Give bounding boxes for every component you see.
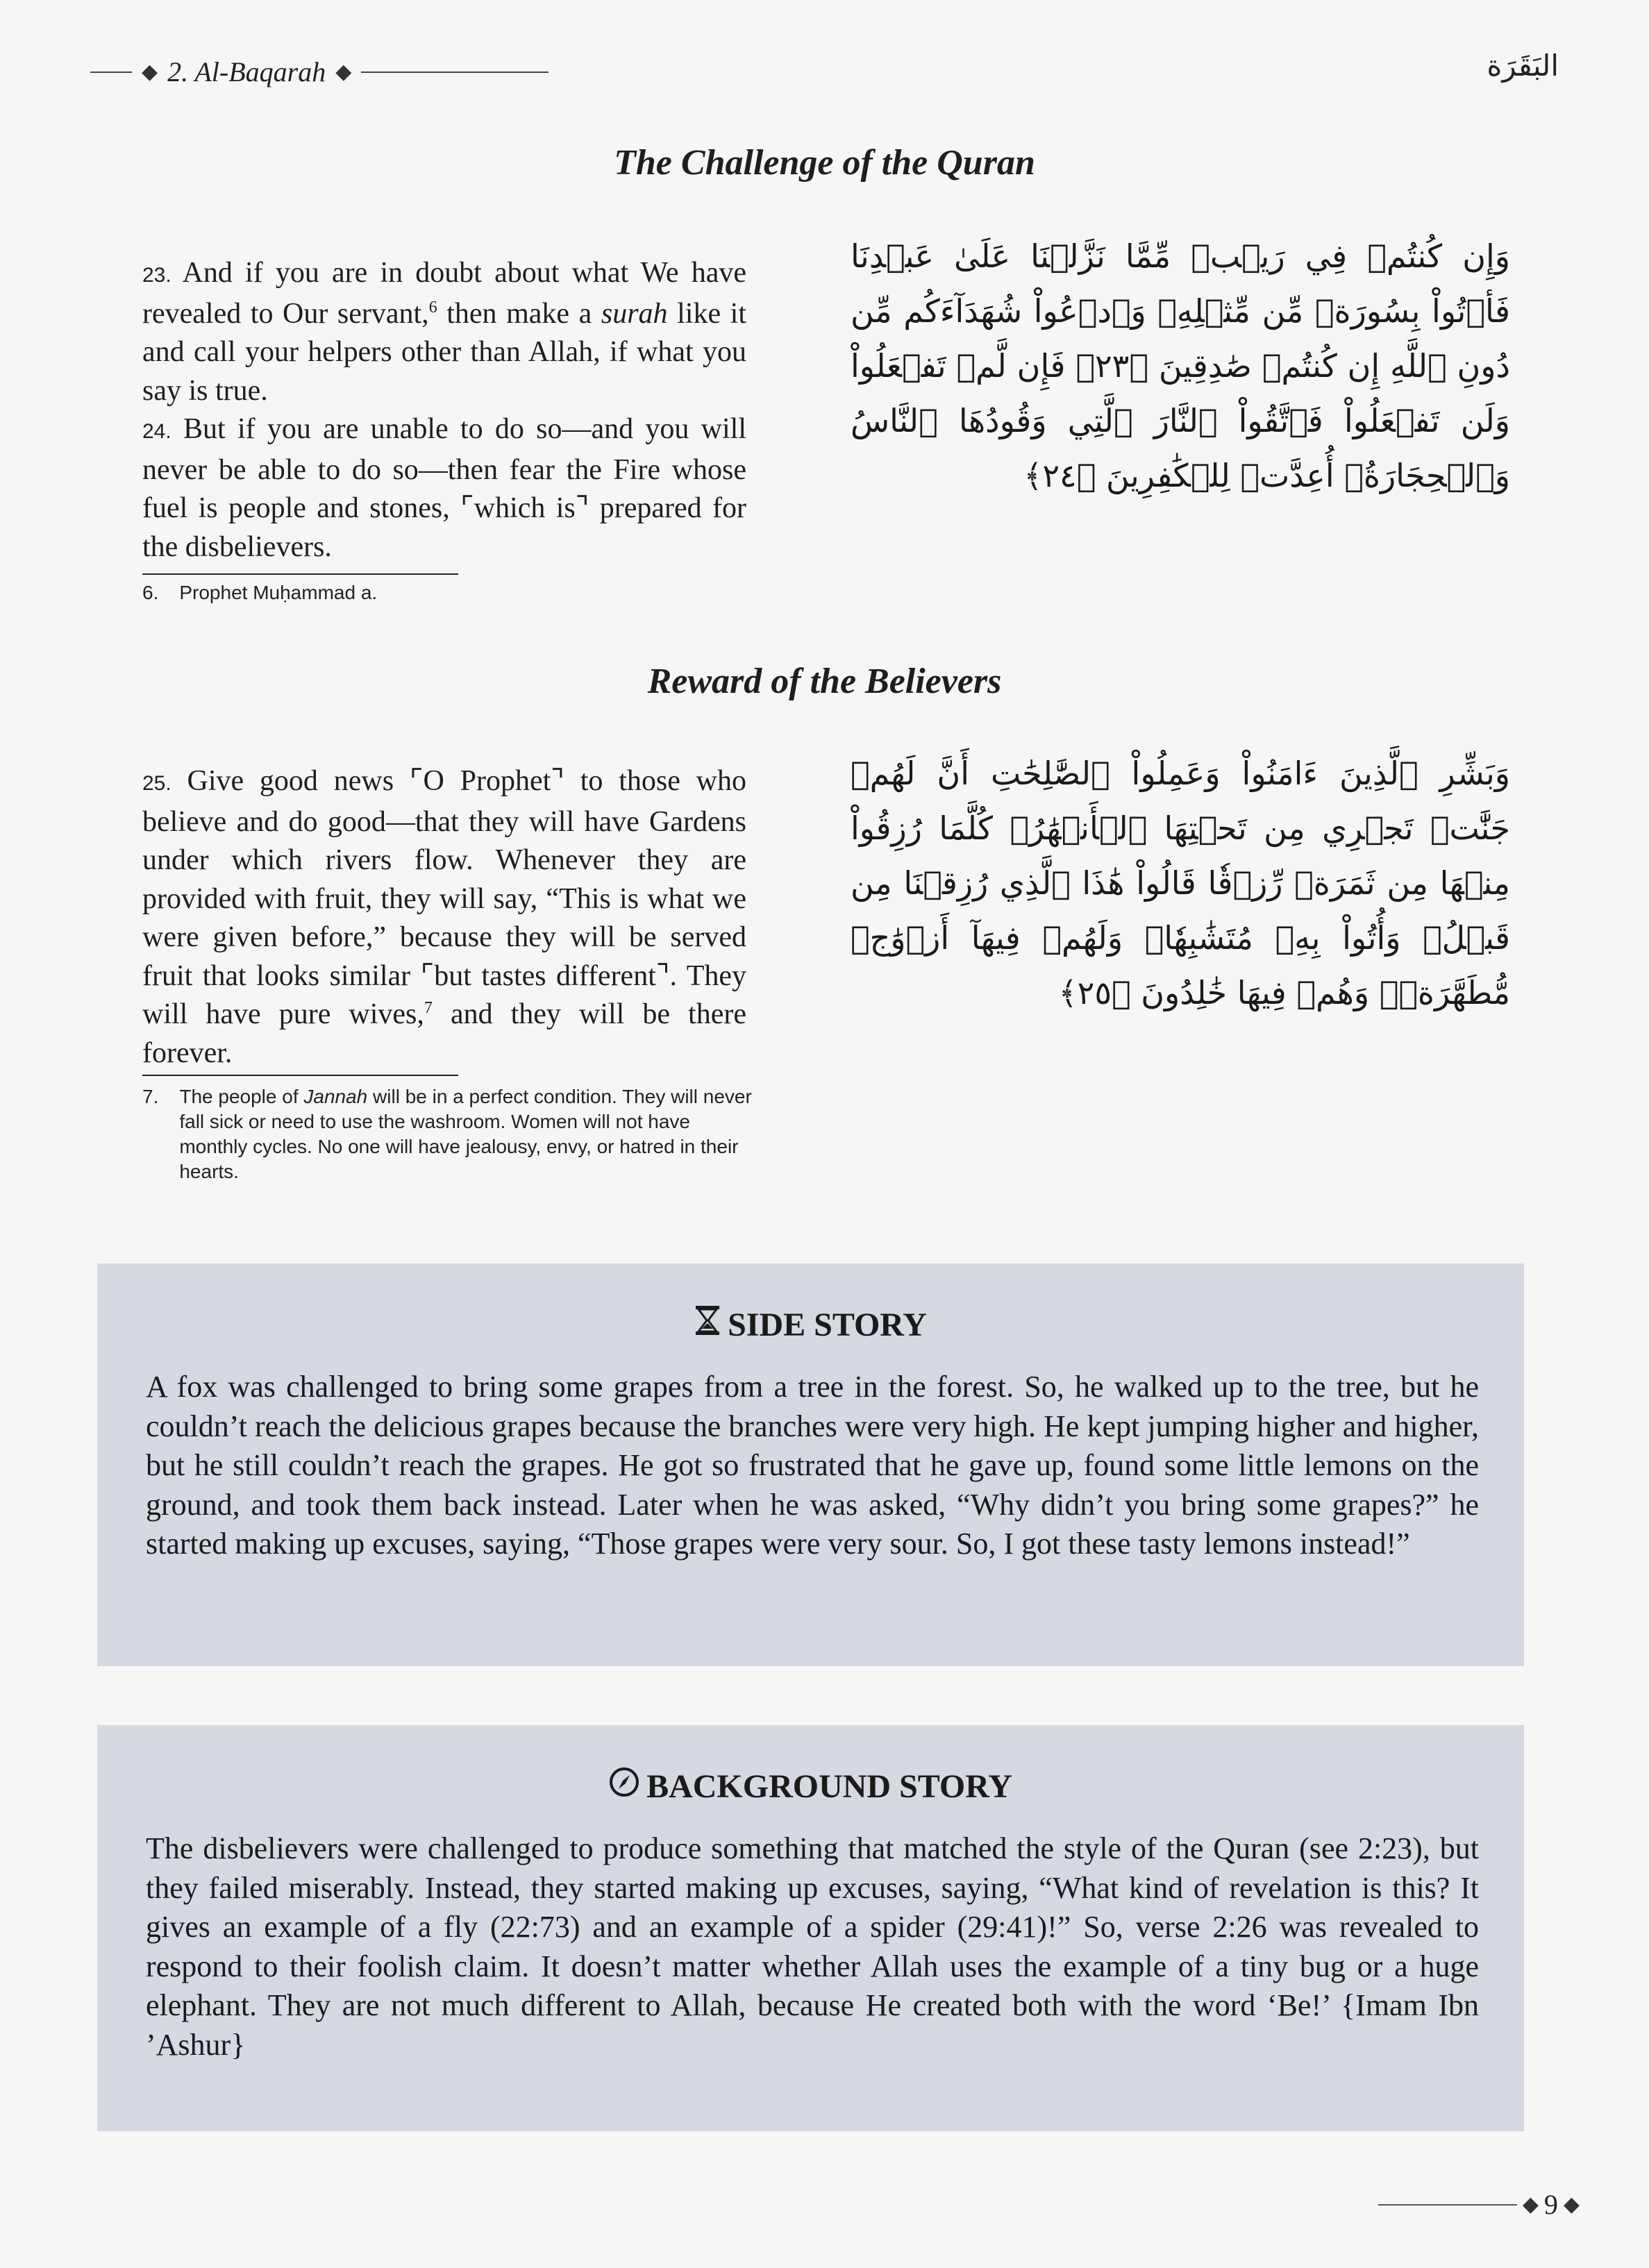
verse-number: 23. — [142, 264, 171, 287]
verse-text: then make a — [437, 297, 601, 330]
background-story-heading — [97, 1767, 1524, 1806]
footnote-marker: 7 — [424, 999, 433, 1017]
verse-text: Give good news ⌜O Prophet⌝ to those who believe and do good—that they will have Gardens under which rivers flow. Whenever they are provided with fruit, they will say, “This is what we were given before,” because they will be served fruit that looks similar ⌜but tastes different⌝. They will have pure wives, — [142, 765, 746, 1030]
diamond-ornament-icon: ◆ — [1563, 2192, 1580, 2217]
verses-23-24-translation — [142, 254, 746, 566]
verse-text: But if you are unable to do so—and you will never be able to do so—then fear the Fire whose fuel is people and stones, ⌜which is⌝ prepared for the disbelievers. — [142, 413, 746, 563]
diamond-ornament-icon: ◆ — [335, 60, 352, 84]
verse-text: And if you are in doubt about what We have revealed to Our servant, — [142, 257, 746, 330]
verse-text: and they will be there forever. — [142, 998, 746, 1069]
footnote-rule — [142, 573, 458, 575]
footnote-marker: 6 — [428, 298, 437, 317]
background-story-title: BACKGROUND STORY — [646, 1767, 1012, 1805]
footnote-italic-term: Jannah — [303, 1086, 368, 1107]
arabic-verses-23-24: وَإِن كُنتُمۡ فِي رَيۡبٖ مِّمَّا نَزَّلۡنَا عَلَىٰ عَبۡدِنَا فَأۡتُواْ بِسُورَةٖ مِّن مِّثۡلِهِۦ وَٱدۡعُواْ شُهَدَآءَكُم مِّن دُونِ ٱللَّهِ إِن كُنتُمۡ صَٰدِقِينَ ﴿٢٣﴾ فَإِن لَّمۡ تَفۡعَلُواْ وَلَن تَفۡعَلُواْ فَٱتَّقُواْ ٱلنَّارَ ٱلَّتِي وَقُودُهَا ٱلنَّاسُ وَٱلۡحِجَارَةُۖ أُعِدَّتۡ لِلۡكَٰفِرِينَ ﴿٢٤﴾ — [851, 237, 1510, 494]
verse-number: 24. — [142, 420, 171, 443]
chapter-arabic-name: البَقَرَة — [1487, 49, 1559, 83]
footnote-text-part: will be in a perfect condition. They will never fall sick or need to use the washroom. Women will not have monthly cycles. No one will have jealousy, envy, or hatred in their hearts. — [179, 1086, 752, 1182]
arabic-verse-25: وَبَشِّرِ ٱلَّذِينَ ءَامَنُواْ وَعَمِلُواْ ٱلصَّٰلِحَٰتِ أَنَّ لَهُمۡ جَنَّٰتٖ تَجۡرِي مِن تَحۡتِهَا ٱلۡأَنۡهَٰرُۖ كُلَّمَا رُزِقُواْ مِنۡهَا مِن ثَمَرَةٖ رِّزۡقٗا قَالُواْ هَٰذَا ٱلَّذِي رُزِقۡنَا مِن قَبۡلُۖ وَأُتُواْ بِهِۦ مُتَشَٰبِهٗاۖ وَلَهُمۡ فِيهَآ أَزۡوَٰجٞ مُّطَهَّرَةٞۖ وَهُمۡ فِيهَا خَٰلِدُونَ ﴿٢٥﴾ — [851, 755, 1510, 1011]
footnote-6 — [142, 580, 753, 605]
verse-italic-term: surah — [601, 297, 668, 330]
hourglass-icon — [694, 1305, 721, 1344]
footer-rule — [1378, 2204, 1517, 2206]
diamond-ornament-icon: ◆ — [142, 60, 158, 84]
background-story-text: The disbelievers were challenged to produce something that matched the style of the Quran (see 2:23), but they failed miserably. Instead, they started making up excuses, saying, “What kind of revelation is this? It gives an example of a fly (22:73) and an example of a spider (29:41)!” So, verse 2:26 was revealed to respond to their foolish claim. It doesn’t matter whether Allah uses the example of a tiny bug or a huge elephant. They are not much different to Allah, because He created both with the word ‘Be!’ {Imam Ibn ’Ashur} — [146, 1831, 1479, 2062]
page-header — [90, 49, 1559, 104]
footnote-text: Prophet Muḥammad a. — [179, 582, 378, 603]
footnote-number: 7. — [142, 1086, 159, 1107]
compass-icon — [609, 1767, 639, 1806]
header-rule — [361, 72, 549, 73]
chapter-heading — [90, 56, 549, 88]
side-story-text: A fox was challenged to bring some grapes from a tree in the forest. So, he walked up to the tree, but he couldn’t reach the delicious grapes because the branches were very high. He kept jumping higher and higher, but he still couldn’t reach the grapes. He got so frustrated that he gave up, found some little lemons on the ground, and took them back instead. Later when he was asked, “Why didn’t you bring some grapes?” he started making up excuses, saying, “Those grapes were very sour. So, I got these tasty lemons instead!” — [146, 1370, 1479, 1561]
header-rule — [90, 72, 132, 73]
footnote-rule — [142, 1075, 458, 1076]
footnote-number: 6. — [142, 582, 159, 603]
side-story-title: SIDE STORY — [728, 1306, 927, 1343]
section-title-challenge: The Challenge of the Quran — [614, 143, 1035, 183]
verse-number: 25. — [142, 772, 171, 795]
footnote-7 — [142, 1084, 753, 1184]
side-story-box — [97, 1263, 1524, 1666]
section-title-reward: Reward of the Believers — [647, 662, 1002, 701]
page-number-footer — [1378, 2188, 1580, 2221]
footnote-text — [179, 1084, 753, 1184]
background-story-box — [97, 1725, 1524, 2131]
diamond-ornament-icon: ◆ — [1522, 2192, 1539, 2217]
verse-text: like it and call your helpers other than Allah, if what you say is true. — [142, 297, 746, 407]
side-story-heading — [97, 1305, 1524, 1344]
page-number: 9 — [1543, 2189, 1558, 2220]
verse-25-translation — [142, 762, 746, 1073]
footnote-text-part: The people of — [179, 1086, 304, 1107]
chapter-title: 2. Al-Baqarah — [167, 56, 326, 87]
